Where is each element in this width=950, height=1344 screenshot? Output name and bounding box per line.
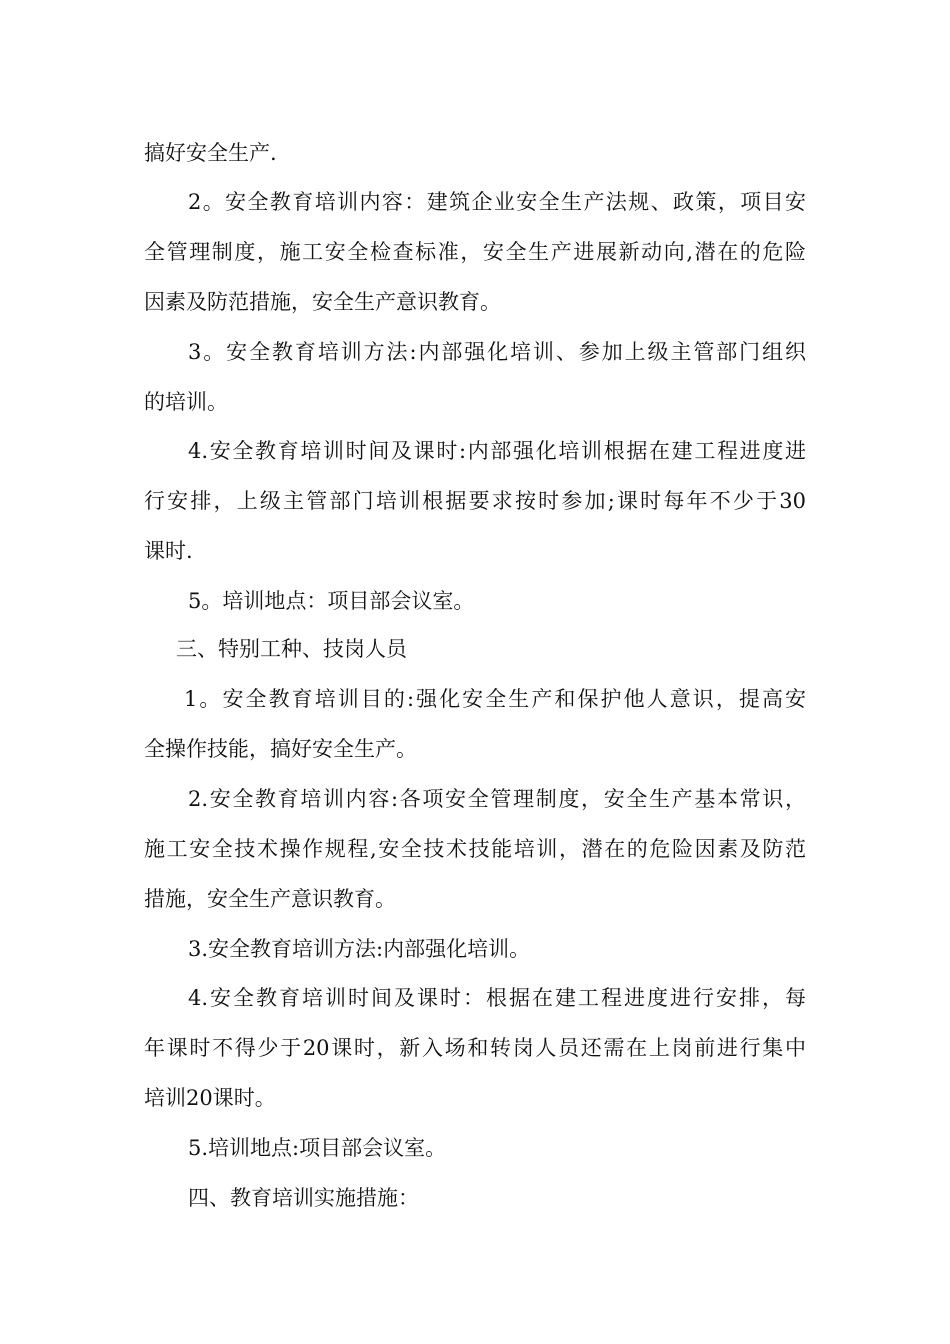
paragraph-line: 2。安全教育培训内容：建筑企业安全生产法规、政策，项目安 — [188, 190, 806, 214]
section-heading: 三、特别工种、技岗人员 — [176, 637, 407, 661]
paragraph-line: 全管理制度，施工安全检查标准，安全生产进展新动向,潜在的危险 — [144, 240, 806, 264]
paragraph-line: 4.安全教育培训时间及课时：根据在建工程进度进行安排，每 — [188, 986, 806, 1010]
paragraph-line: 因素及防范措施，安全生产意识教育。 — [144, 290, 501, 314]
paragraph-line: 3。安全教育培训方法:内部强化培训、参加上级主管部门组织 — [188, 340, 806, 364]
paragraph-line: 5.培训地点:项目部会议室。 — [188, 1136, 447, 1160]
section-heading: 四、教育培训实施措施： — [188, 1186, 419, 1210]
paragraph-line: 全操作技能，搞好安全生产。 — [144, 737, 417, 761]
paragraph-line: 搞好安全生产. — [144, 141, 277, 165]
paragraph-line: 的培训。 — [144, 390, 228, 414]
paragraph-line: 3.安全教育培训方法:内部强化培训。 — [188, 937, 531, 961]
paragraph-line: 课时. — [144, 539, 193, 563]
paragraph-line: 施工安全技术操作规程,安全技术技能培训，潜在的危险因素及防范 — [144, 837, 806, 861]
paragraph-line: 5。培训地点：项目部会议室。 — [188, 589, 475, 613]
paragraph-line: 年课时不得少于20课时，新入场和转岗人员还需在上岗前进行集中 — [144, 1036, 806, 1060]
paragraph-line: 行安排，上级主管部门培训根据要求按时参加;课时每年不少于30 — [144, 489, 806, 513]
paragraph-line: 1。安全教育培训目的:强化安全生产和保护他人意识，提高安 — [184, 687, 806, 711]
paragraph-line: 4.安全教育培训时间及课时:内部强化培训根据在建工程进度进 — [188, 439, 806, 463]
paragraph-line: 2.安全教育培训内容:各项安全管理制度，安全生产基本常识， — [188, 787, 806, 811]
paragraph-line: 培训20课时。 — [144, 1086, 276, 1110]
paragraph-line: 措施，安全生产意识教育。 — [144, 887, 396, 911]
